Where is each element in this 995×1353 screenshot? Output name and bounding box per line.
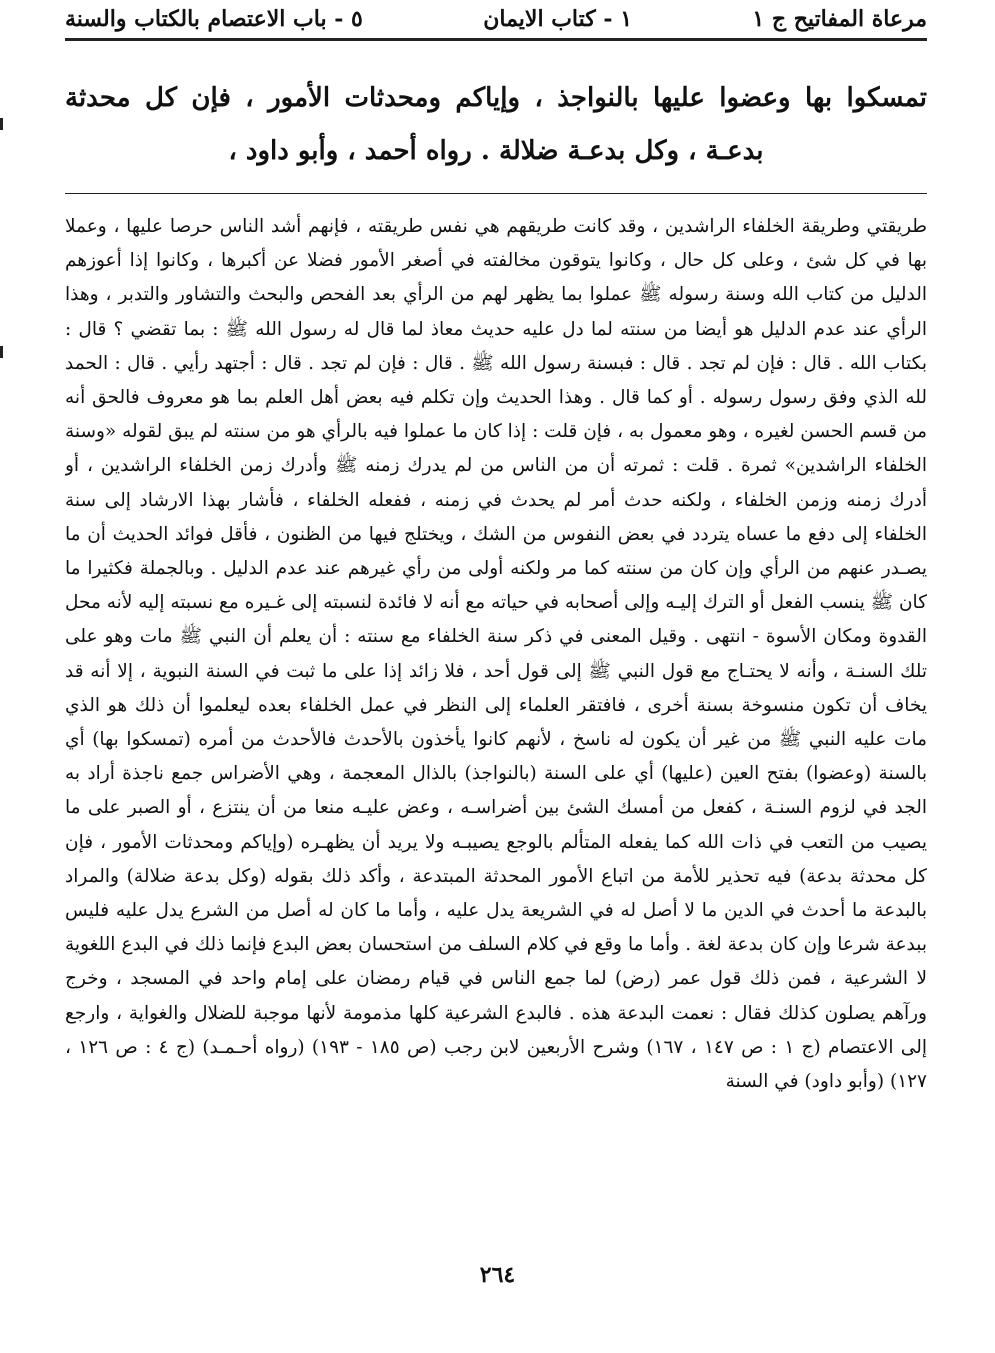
commentary-body (65, 210, 927, 1242)
header-book-title: مرعاة المفاتيح ج ١ (752, 6, 927, 32)
commentary-paragraph: طريقتي وطريقة الخلفاء الراشدين ، وقد كانت طريقهم هي نفس طريقته ، فإنهم أشد الناس حرصا عليها ، وعملا بها في كل شئ ، وعلى كل حال ، وكانوا يتوقون مخالفته في أصغر الأمور فضلا عن أكبرها ، وكانوا إذا أعوزهم الدليل من كتاب الله وسنة رسوله ﷺ عملوا بما يظهر لهم من الرأي بعد الفحص والبحث والتشاور والتدبر ، وهذا الرأي عند عدم الدليل هو أيضا من سنته لما دل عليه حديث معاذ لما قال له رسول الله ﷺ : بما تقضي ؟ قال : بكتاب الله . قال : فإن لم تجد . قال : فبسنة رسول الله ﷺ . قال : فإن لم تجد . قال : أجتهد رأيي . قال : الحمد لله الذي وفق رسول رسوله . أو كما قال . وهذا الحديث وإن تكلم فيه بعض أهل العلم بما هو معروف فالحق أنه من قسم الحسن لغيره ، وهو معمول به ، فإن قلت : إذا كان ما عملوا فيه بالرأي هو من سنته لم يبق لقوله «وسنة الخلفاء الراشدين» ثمرة . قلت : ثمرته أن من الناس من لم يدرك زمنه ﷺ وأدرك زمن الخلفاء الراشدين ، أو أدرك زمنه وزمن الخلفاء ، ولكنه حدث أمر لم يحدث في زمنه ، ففعله الخلفاء ، فأشار بهذا الارشاد إلى سنة الخلفاء إلى دفع ما عساه يتردد في بعض النفوس من الشك ، ويختلج فيها من الظنون ، فأقل فوائد الحديث أن ما يصـدر عنهم من الرأي وإن كان من سنته كما مر ولكنه أولى من رأي غيرهم عند عدم الدليل . وبالجملة فكثيرا ما كان ﷺ ينسب الفعل أو الترك إليـه وإلى أصحابه في حياته مع أنه لا فائدة لنسبته إلى غـيره مع نسبته إليه لأنه محل القدوة ومكان الأسوة - انتهى . وقيل المعنى في ذكر سنة الخلفاء مع سنته : أن يعلم أن النبي ﷺ مات وهو على تلك السنـة ، وأنه لا يحتـاج مع قول النبي ﷺ إلى قول أحد ، فلا زائد إذا على ما ثبت في السنة النبوية ، إلا أنه قد يخاف أن تكون منسوخة بسنة أخرى ، فافتقر العلماء إلى النظر في عمل الخلفاء بعده ليعلموا أن ذلك هو الذي مات عليه النبي ﷺ من غير أن يكون له ناسخ ، لأنهم كانوا يأخذون بالأحدث فالأحدث من أمره (تمسكوا بها) أي بالسنة (وعضوا) بفتح العين (عليها) أي على السنة (بالنواجذ) بالذال المعجمة ، وهي الأضراس جمع ناجذة أراد به الجد في لزوم السنـة ، كفعل من أمسك الشئ بين أضراسـه ، وعض عليـه منعا من أن ينتزع ، أو الصبر على ما يصيب من التعب في ذات الله كما يفعله المتألم بالوجع يصيبـه ولا يريد أن يظهـره (وإياكم ومحدثات الأمور ، فإن كل محدثة بدعة) فيه تحذير للأمة من اتباع الأمور المحدثة المبتدعة ، وأكد ذلك بقوله (وكل بدعة ضلالة) والمراد بالبدعة ما أحدث في الدين ما لا أصل له في الشريعة يدل عليه ، وأما ما كان له أصل من الشرع يدل عليه فليس ببدعة شرعا وإن كان بدعة لغة . وأما ما وقع في كلام السلف من استحسان بعض البدع فإنما ذلك في البدع اللغوية لا الشرعية ، فمن ذلك قول عمر (رض) لما جمع الناس في قيام رمضان على إمام واحد في المسجد ، وخرج ورآهم يصلون كذلك فقال : نعمت البدعة هذه . فالبدع الشرعية كلها مذمومة لأنها موجبة للضلال والغواية ، وارجع إلى الاعتصام (ج ١ : ص ١٤٧ ، ١٦٧) وشرح الأربعين لابن رجب (ص ١٨٥ - ١٩٣) (رواه أحـمـد) (ج ٤ : ص ١٢٦ ، ١٢٧) (وأبو داود) في السنة (65, 216, 927, 1093)
running-header (65, 0, 927, 41)
scan-edge-mark (0, 346, 3, 358)
scan-edge-mark (0, 118, 3, 130)
header-chapter: ١ - كتاب الايمان (483, 6, 633, 32)
section-divider (65, 193, 927, 194)
page-number: ٢٦٤ (479, 1262, 516, 1288)
hadith-text: تمسكوا بها وعضوا عليها بالنواجذ ، وإياكم ومحدثات الأمور ، فإن كل محدثة بدعـة ، وكل بدعـة ضلالة . رواه أحمد ، وأبو داود ، (65, 83, 927, 166)
header-section: ٥ - باب الاعتصام بالكتاب والسنة (65, 6, 363, 32)
